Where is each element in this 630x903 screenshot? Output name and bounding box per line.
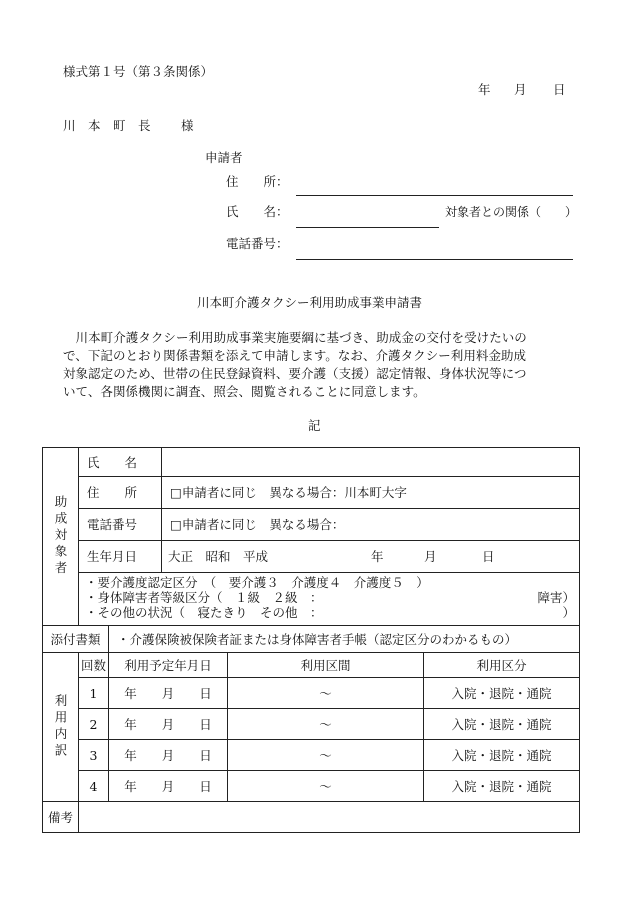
usage-row-category[interactable]: 入院・退院・通院: [424, 709, 580, 740]
document-title: 川本町介護タクシー利用助成事業申請書: [197, 295, 423, 310]
subject-section-label: 助成対象者: [43, 448, 79, 626]
application-table: [42, 447, 580, 833]
usage-section-label: 利用内訳: [43, 653, 79, 802]
body-line: 川本町介護タクシー利用助成事業実施要綱に基づき、助成金の交付を受けたいの: [63, 330, 527, 345]
usage-row-section[interactable]: ～: [228, 771, 424, 802]
birth-eras: 大正 昭和 平成: [168, 548, 269, 564]
care-level-line[interactable]: ・要介護度認定区分 （ 要介護３ 介護度４ 介護度５ ）: [85, 575, 429, 590]
addressee-name: 川 本 町 長: [63, 118, 151, 133]
address-underline: [296, 195, 573, 196]
subject-birth-field[interactable]: [162, 541, 580, 573]
date-month: 月: [514, 82, 527, 97]
body-line: いて、各関係機関に調査、照会、閲覧されることに同意します。: [63, 384, 426, 399]
disability-grade-line[interactable]: ・身体障害者等級区分（ １級 ２級 ： 障害）: [85, 590, 576, 605]
subject-status-cell: [79, 573, 580, 626]
usage-header-date: 利用予定年月日: [109, 653, 228, 678]
form-number: 様式第１号（第３条関係）: [63, 64, 214, 79]
subject-name-label: 氏 名: [79, 448, 162, 477]
usage-row-number: 3: [79, 740, 109, 771]
subject-address-field[interactable]: □申請者に同じ 異なる場合：川本町大字: [162, 477, 580, 509]
usage-row-section[interactable]: ～: [228, 740, 424, 771]
subject-phone-field[interactable]: □申請者に同じ 異なる場合：: [162, 509, 580, 541]
name-underline: [296, 227, 439, 228]
body-line: で、下記のとおり関係書類を添えて申請します。なお、介護タクシー利用料金助成: [63, 348, 527, 363]
attachments-value: ・介護保険被保険者証または身体障害者手帳（認定区分のわかるもの）: [109, 626, 580, 653]
remarks-label: 備考: [43, 802, 79, 833]
body-line: 対象認定のため、世帯の住民登録資料、要介護（支援）認定情報、身体状況等につ: [63, 366, 527, 381]
usage-row-date[interactable]: 年 月 日: [109, 678, 228, 709]
usage-row-section[interactable]: ～: [228, 678, 424, 709]
usage-row: [43, 678, 580, 709]
usage-row-date[interactable]: 年 月 日: [109, 740, 228, 771]
usage-header-section: 利用区間: [228, 653, 424, 678]
birth-day: 日: [482, 548, 495, 564]
attachments-label: 添付書類: [43, 626, 109, 653]
applicant-heading: 申請者: [205, 150, 243, 165]
ki-label: 記: [308, 418, 321, 433]
birth-month: 月: [424, 548, 437, 564]
usage-row-category[interactable]: 入院・退院・通院: [424, 740, 580, 771]
date-day: 日: [553, 82, 566, 97]
usage-row-category[interactable]: 入院・退院・通院: [424, 678, 580, 709]
subject-name-field[interactable]: [162, 448, 580, 477]
phone-underline: [296, 259, 573, 260]
usage-row-number: 1: [79, 678, 109, 709]
applicant-phone-label: 電話番号：: [226, 236, 289, 251]
usage-row-date[interactable]: 年 月 日: [109, 709, 228, 740]
date-year: 年: [478, 82, 491, 97]
usage-row-number: 4: [79, 771, 109, 802]
applicant-relation-label: 対象者との関係（ ）: [445, 205, 578, 219]
usage-row-date[interactable]: 年 月 日: [109, 771, 228, 802]
usage-row: [43, 709, 580, 740]
usage-row-section[interactable]: ～: [228, 709, 424, 740]
addressee-honorific: 様: [181, 118, 194, 133]
other-status-line[interactable]: ・その他の状況（ 寝たきり その他 ： ）: [85, 605, 576, 620]
subject-birth-label: 生年月日: [79, 541, 162, 573]
subject-address-label: 住 所: [79, 477, 162, 509]
usage-row: [43, 771, 580, 802]
usage-header-category: 利用区分: [424, 653, 580, 678]
applicant-name-label: 氏 名：: [226, 204, 289, 219]
usage-row: [43, 740, 580, 771]
usage-row-number: 2: [79, 709, 109, 740]
subject-phone-label: 電話番号: [79, 509, 162, 541]
remarks-field[interactable]: [79, 802, 580, 833]
usage-row-category[interactable]: 入院・退院・通院: [424, 771, 580, 802]
birth-year: 年: [371, 548, 384, 564]
applicant-address-label: 住 所：: [226, 174, 289, 189]
usage-header-count: 回数: [79, 653, 109, 678]
